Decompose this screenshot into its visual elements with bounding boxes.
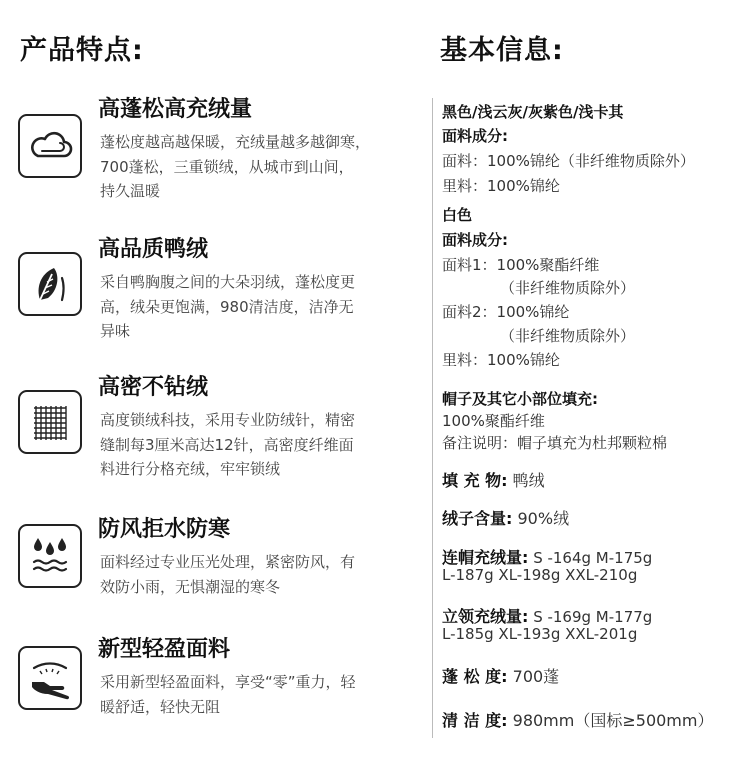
feature-title: 高蓬松高充绒量 <box>98 97 253 122</box>
hood-note: 备注说明：帽子填充为杜邦颗粒棉 <box>442 434 668 452</box>
hand-feather-icon <box>18 646 82 710</box>
standcollar-fill-weight: 立领充绒量: S -169g M-177g <box>442 607 653 626</box>
hooded-fill-weight: 连帽充绒量: S -164g M-175g <box>442 548 653 567</box>
feature-title: 新型轻盈面料 <box>98 637 231 662</box>
shell-a: 面料：100%锦纶（非纤维物质除外） <box>442 152 695 170</box>
shell-1-note: （非纤维物质除外） <box>500 279 636 297</box>
feature-windproof-waterproof <box>18 512 418 612</box>
down-content: 绒子含量: 90%绒 <box>442 509 570 528</box>
fill-power: 蓬 松 度: 700蓬 <box>442 667 560 686</box>
filling: 填 充 物: 鸭绒 <box>442 471 545 490</box>
hooded-fill-weight-line2: L-187g XL-198g XXL-210g <box>442 566 638 584</box>
composition-label-a: 面料成分: <box>442 127 508 145</box>
feature-title: 防风拒水防寒 <box>98 517 231 542</box>
hood-fill-label: 帽子及其它小部位填充: <box>442 390 598 408</box>
shell-1: 面料1：100%聚酯纤维 <box>442 256 600 274</box>
cleanliness: 清 洁 度: 980mm（国标≥500mm） <box>442 711 714 730</box>
feature-description: 采自鸭胸腹之间的大朵羽绒，蓬松度更 高，绒朵更饱满，980清洁度，洁净无 异味 <box>100 273 356 340</box>
product-features-heading: 产品特点: <box>20 35 144 66</box>
lining-b: 里料：100%锦纶 <box>442 351 560 369</box>
standcollar-fill-weight-line2: L-185g XL-193g XXL-201g <box>442 625 638 643</box>
feature-high-density <box>18 370 418 490</box>
feature-lightweight-fabric <box>18 632 418 732</box>
vertical-divider <box>432 98 433 738</box>
feature-duck-down <box>18 232 418 352</box>
colors-b: 白色 <box>442 206 473 224</box>
lining-a: 里料：100%锦纶 <box>442 177 560 195</box>
feature-title: 高品质鸭绒 <box>98 237 209 262</box>
feature-description: 蓬松度越高越保暖，充绒量越多越御寒， 700蓬松，三重锁绒，从城市到山间， 持久温暖 <box>100 133 371 200</box>
colors-a: 黑色/浅云灰/灰紫色/浅卡其 <box>442 103 624 121</box>
composition-label-b: 面料成分: <box>442 231 508 249</box>
feather-icon <box>18 252 82 316</box>
feature-title: 高密不钻绒 <box>98 375 209 400</box>
basic-info-heading: 基本信息: <box>440 35 564 66</box>
feature-description: 采用新型轻盈面料，享受“零”重力，轻 暖舒适，轻快无阻 <box>100 673 356 716</box>
shell-2: 面料2：100%锦纶 <box>442 303 570 321</box>
shell-2-note: （非纤维物质除外） <box>500 327 636 345</box>
fabric-grid-icon <box>18 390 82 454</box>
feature-description: 面料经过专业压光处理，紧密防风，有 效防小雨，无惧潮湿的寒冬 <box>100 553 356 596</box>
feature-high-loft <box>18 92 418 212</box>
cloud-icon <box>18 114 82 178</box>
feature-description: 高度锁绒科技，采用专业防绒针，精密 缝制每3厘米高达12针，高密度纤维面 料进行分格充绒，牢牢锁绒 <box>100 411 356 478</box>
hood-fill-value: 100%聚酯纤维 <box>442 412 545 430</box>
water-drops-icon <box>18 524 82 588</box>
